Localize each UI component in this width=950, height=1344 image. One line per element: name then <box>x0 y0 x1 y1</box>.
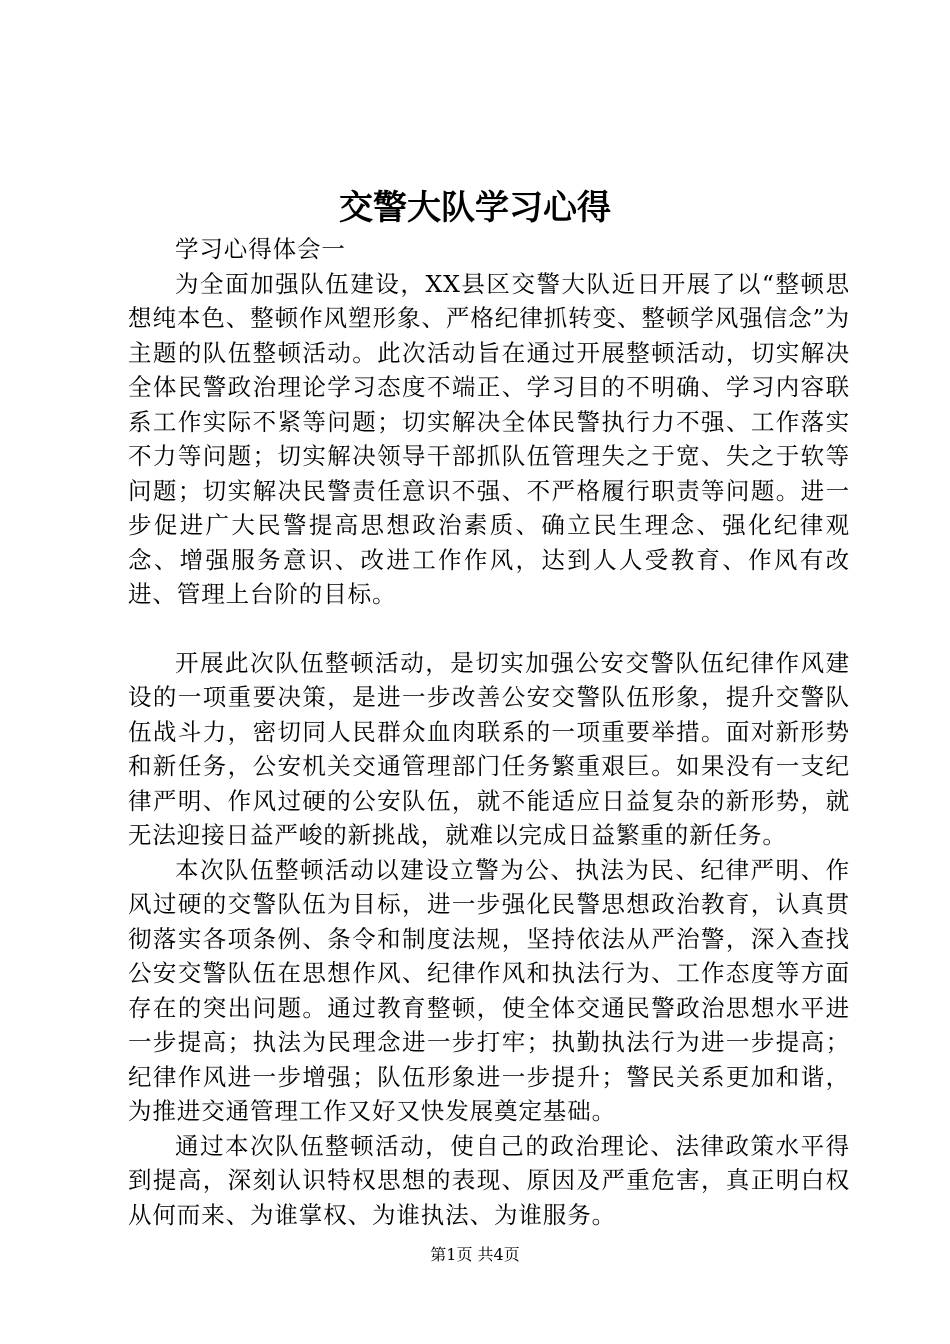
paragraph-1: 为全面加强队伍建设，XX县区交警大队近日开展了以“整顿思想纯本色、整顿作风塑形象、严格纪律抓转变、整顿学风强信念”为主题的队伍整顿活动。此次活动旨在通过开展整顿活动，切实解决全体民警政治理论学习态度不端正、学习目的不明确、学习内容联系工作实际不紧等问题；切实解决全体民警执行力不强、工作落实不力等问题；切实解决领导干部抓队伍管理失之于宽、失之于软等问题；切实解决民警责任意识不强、不严格履行职责等问题。进一步促进广大民警提高思想政治素质、确立民生理念、强化纪律观念、增强服务意识、改进工作作风，达到人人受教育、作风有改进、管理上台阶的目标。 <box>128 269 850 608</box>
page-footer: 第1页 共4页 <box>430 1245 520 1264</box>
document-title: 交警大队学习心得 <box>339 188 611 228</box>
section-heading: 学习心得体会一 <box>175 235 346 263</box>
paragraph-2: 开展此次队伍整顿活动，是切实加强公安交警队伍纪律作风建设的一项重要决策，是进一步改善公安交警队伍形象，提升交警队伍战斗力，密切同人民群众血肉联系的一项重要举措。面对新形势和新任务，公安机关交通管理部门任务繁重艰巨。如果没有一支纪律严明、作风过硬的公安队伍，就不能适应日益复杂的新形势，就无法迎接日益严峻的新挑战，就难以完成日益繁重的新任务。 <box>128 648 850 849</box>
document-body <box>128 232 850 1232</box>
paragraph-3: 本次队伍整顿活动以建设立警为公、执法为民、纪律严明、作风过硬的交警队伍为目标，进一步强化民警思想政治教育，认真贯彻落实各项条例、条令和制度法规，坚持依法从严治警，深入查找公安交警队伍在思想作风、纪律作风和执法行为、工作态度等方面存在的突出问题。通过教育整顿，使全体交通民警政治思想水平进一步提高；执法为民理念进一步打牢；执勤执法行为进一步提高；纪律作风进一步增强；队伍形象进一步提升；警民关系更加和谐，为推进交通管理工作又好又快发展奠定基础。 <box>128 855 850 1125</box>
paragraph-4: 通过本次队伍整顿活动，使自己的政治理论、法律政策水平得到提高，深刻认识特权思想的表现、原因及严重危害，真正明白权从何而来、为谁掌权、为谁执法、为谁服务。 <box>128 1131 850 1229</box>
